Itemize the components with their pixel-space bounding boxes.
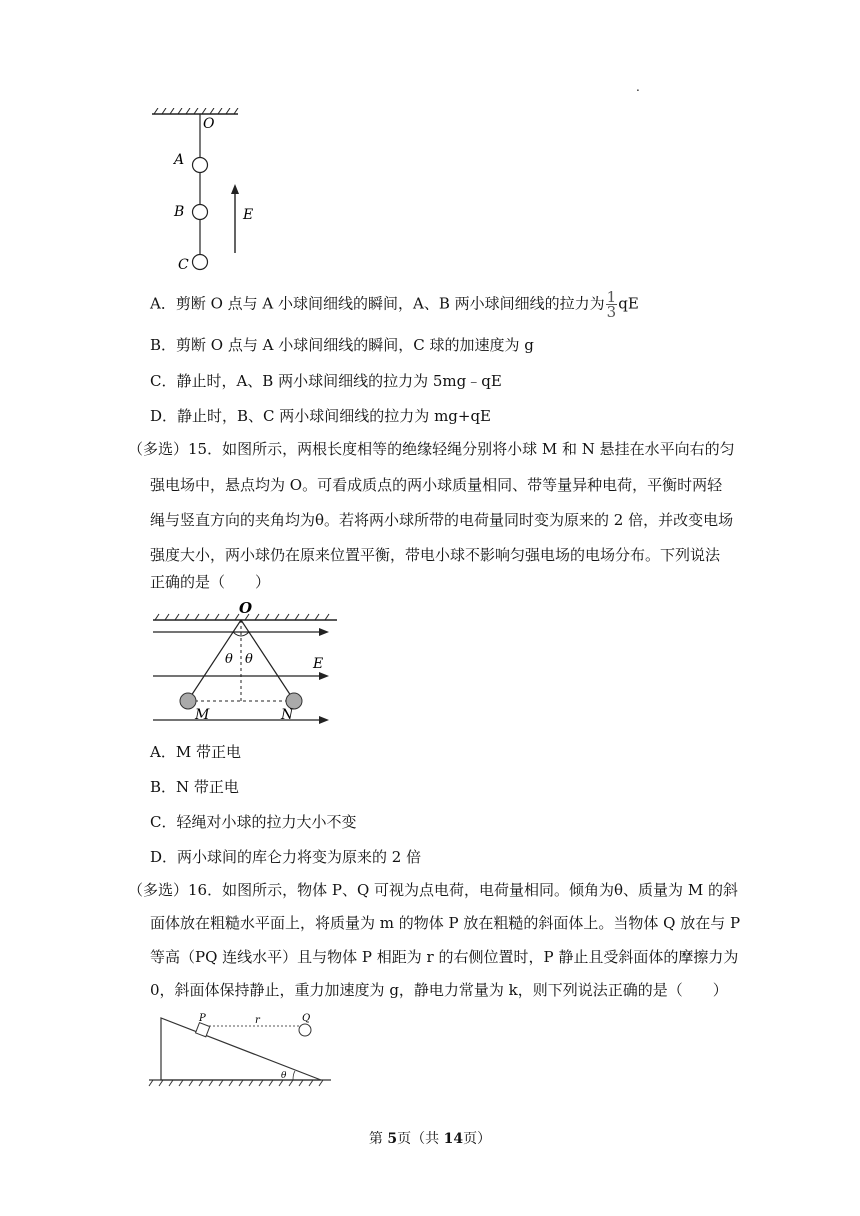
ball-C (193, 255, 208, 270)
q16-stem-line-1: （多选）16．如图所示，物体 P、Q 可视为点电荷，电荷量相同。倾角为θ、质量为 M 的斜 (128, 881, 738, 899)
figure-q16-incline (145, 1012, 335, 1087)
block-P (196, 1023, 210, 1037)
label-O: O (239, 600, 253, 617)
q15-stem-line-1: （多选）15．如图所示，两根长度相等的绝缘轻绳分别将小球 M 和 N 悬挂在水平向右的匀 (128, 440, 735, 458)
q15-option-b: B．N 带正电 (150, 778, 239, 796)
q15-stem-line-3: 绳与竖直方向的夹角均为θ。若将两小球所带的电荷量同时变为原来的 2 倍，并改变电场 (150, 511, 734, 529)
q15-option-d: D．两小球间的库仑力将变为原来的 2 倍 (150, 848, 422, 866)
ground (149, 1080, 331, 1086)
label-theta-right: θ (245, 652, 253, 667)
fraction-numerator: 1 (606, 288, 617, 306)
label-r: r (255, 1015, 260, 1026)
fraction-one-third (606, 290, 618, 319)
fraction-denominator: 3 (606, 303, 617, 321)
angle-arc (293, 1071, 295, 1080)
ball-A (193, 158, 208, 173)
label-C: C (178, 257, 189, 273)
q15-stem-line-2: 强电场中，悬点均为 O。可看成质点的两小球质量相同、带等量异种电荷，平衡时两轻 (150, 476, 723, 494)
q14-option-c: C．静止时，A、B 两小球间细线的拉力为 5mg﹣qE (150, 372, 502, 390)
label-theta: θ (281, 1071, 287, 1081)
label-N: N (281, 707, 294, 723)
figure-q15-suspended-charges (145, 600, 345, 730)
page-number: 5 (387, 1131, 398, 1147)
q15-stem-line-5: 正确的是（ ） (150, 573, 271, 591)
q15-stem-line-4: 强度大小，两小球仍在原来位置平衡，带电小球不影响匀强电场的电场分布。下列说法 (150, 546, 721, 564)
label-M: M (195, 707, 210, 723)
q16-stem-line-2: 面体放在粗糙水平面上，将质量为 m 的物体 P 放在粗糙的斜面体上。当物体 Q 放在与 P (150, 914, 741, 932)
q14-option-a-text: A．剪断 O 点与 A 小球间细线的瞬间，A、B 两小球间细线的拉力为 (150, 294, 605, 313)
q14-option-a-suffix: qE (618, 294, 639, 313)
ball-Q (299, 1024, 311, 1036)
total-pages: 14 (443, 1131, 464, 1147)
q14-option-a (150, 290, 639, 319)
q14-option-d: D．静止时，B、C 两小球间细线的拉力为 mg+qE (150, 407, 492, 425)
ball-M (180, 693, 196, 709)
label-P: P (199, 1013, 206, 1024)
top-mark: . (636, 80, 640, 94)
q14-option-b: B．剪断 O 点与 A 小球间细线的瞬间，C 球的加速度为 g (150, 336, 534, 354)
label-Q: Q (302, 1013, 311, 1024)
label-A: A (174, 152, 185, 168)
ceiling (152, 108, 238, 114)
label-O: O (203, 116, 215, 132)
label-E: E (313, 656, 324, 672)
q16-stem-line-3: 等高（PQ 连线水平）且与物体 P 相距为 r 的右侧位置时，P 静止且受斜面体的摩擦力为 (150, 948, 739, 966)
footer-suffix: 页） (463, 1131, 492, 1147)
label-theta-left: θ (225, 652, 233, 667)
label-B: B (174, 204, 185, 220)
q15-option-c: C．轻绳对小球的拉力大小不变 (150, 813, 357, 831)
ball-B (193, 205, 208, 220)
figure-hanging-balls (140, 108, 270, 278)
q16-stem-line-4: 0，斜面体保持静止，重力加速度为 g，静电力常量为 k，则下列说法正确的是（ ） (150, 981, 728, 999)
q15-option-a: A．M 带正电 (150, 743, 241, 761)
label-E: E (243, 207, 254, 223)
footer-prefix: 第 (368, 1131, 388, 1147)
page-footer (0, 1128, 860, 1148)
footer-middle: 页（共 (397, 1131, 444, 1147)
incline-wedge (161, 1018, 321, 1080)
